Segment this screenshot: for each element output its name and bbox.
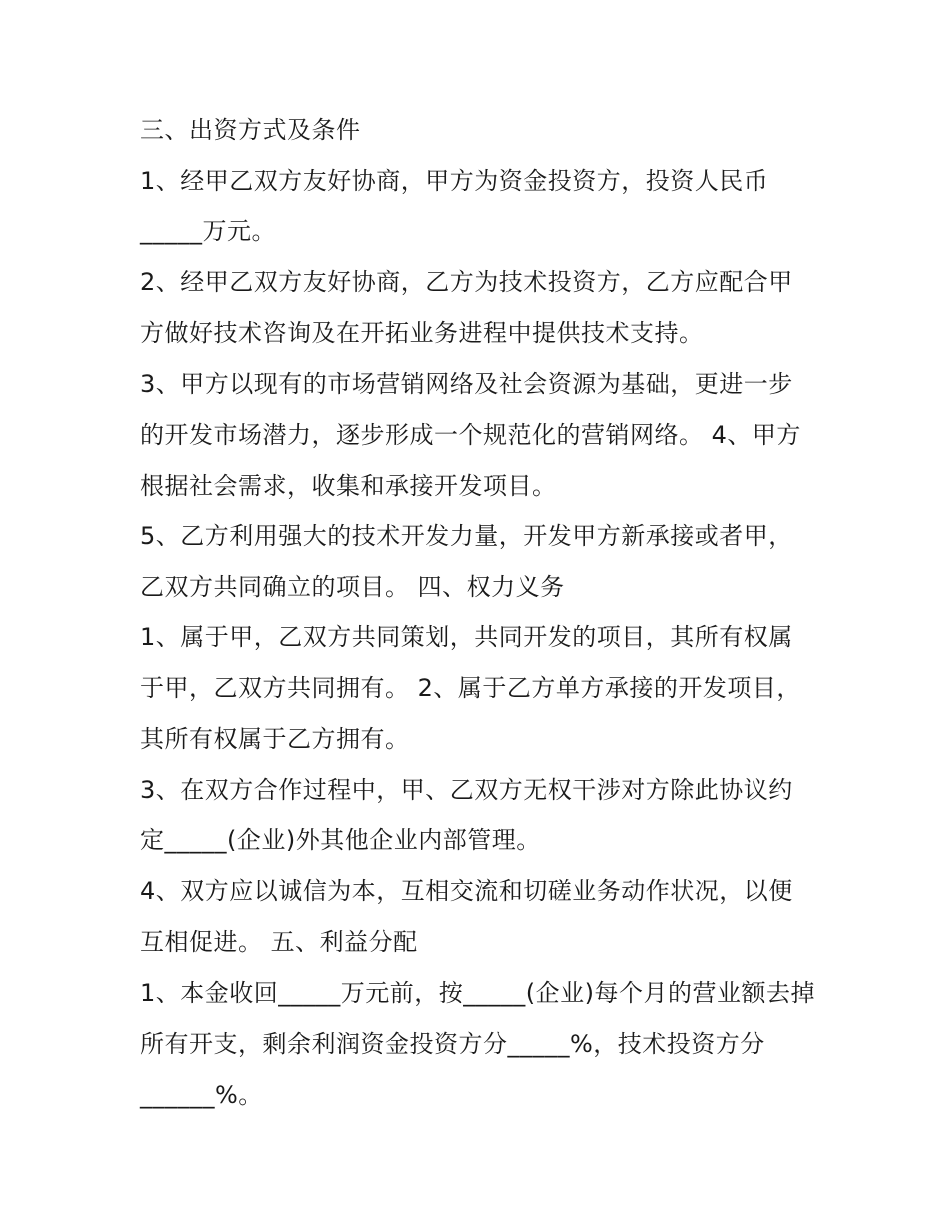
text-line: 根据社会需求，收集和承接开发项目。 (140, 472, 557, 500)
text-line: 1、经甲乙双方友好协商，甲方为资金投资方，投资人民币 (140, 167, 769, 195)
text-line: 3、甲方以现有的市场营销网络及社会资源为基础，更进一步 (140, 370, 793, 398)
text-line: 4、双方应以诚信为本，互相交流和切磋业务动作状况，以便 (140, 877, 793, 905)
text-line: 方做好技术咨询及在开拓业务进程中提供技术支持。 (140, 319, 704, 347)
text-line: 于甲，乙双方共同拥有。 2、属于乙方单方承接的开发项目， (140, 674, 801, 702)
text-line: _____万元。 (140, 217, 276, 245)
text-line: 1、属于甲，乙双方共同策划，共同开发的项目，其所有权属 (140, 623, 793, 651)
text-line: 5、乙方利用强大的技术开发力量，开发甲方新承接或者甲， (140, 522, 793, 550)
text-line: 互相促进。 五、利益分配 (140, 928, 418, 956)
text-line: 定_____(企业)外其他企业内部管理。 (140, 826, 541, 854)
text-line: 3、在双方合作过程中，甲、乙双方无权干涉对方除此协议约 (140, 776, 793, 804)
text-line: 乙双方共同确立的项目。 四、权力义务 (140, 573, 565, 601)
text-line: 的开发市场潜力，逐步形成一个规范化的营销网络。 4、甲方 (140, 421, 801, 449)
text-line: 2、经甲乙双方友好协商，乙方为技术投资方，乙方应配合甲 (140, 268, 793, 296)
text-line: ______%。 (140, 1081, 263, 1109)
section-heading-3: 三、出资方式及条件 (140, 116, 361, 144)
text-line: 所有开支，剩余利润资金投资方分_____%，技术投资方分 (140, 1030, 765, 1058)
text-line: 1、本金收回_____万元前，按_____(企业)每个月的营业额去掉 (140, 979, 815, 1007)
text-line: 其所有权属于乙方拥有。 (140, 725, 410, 753)
